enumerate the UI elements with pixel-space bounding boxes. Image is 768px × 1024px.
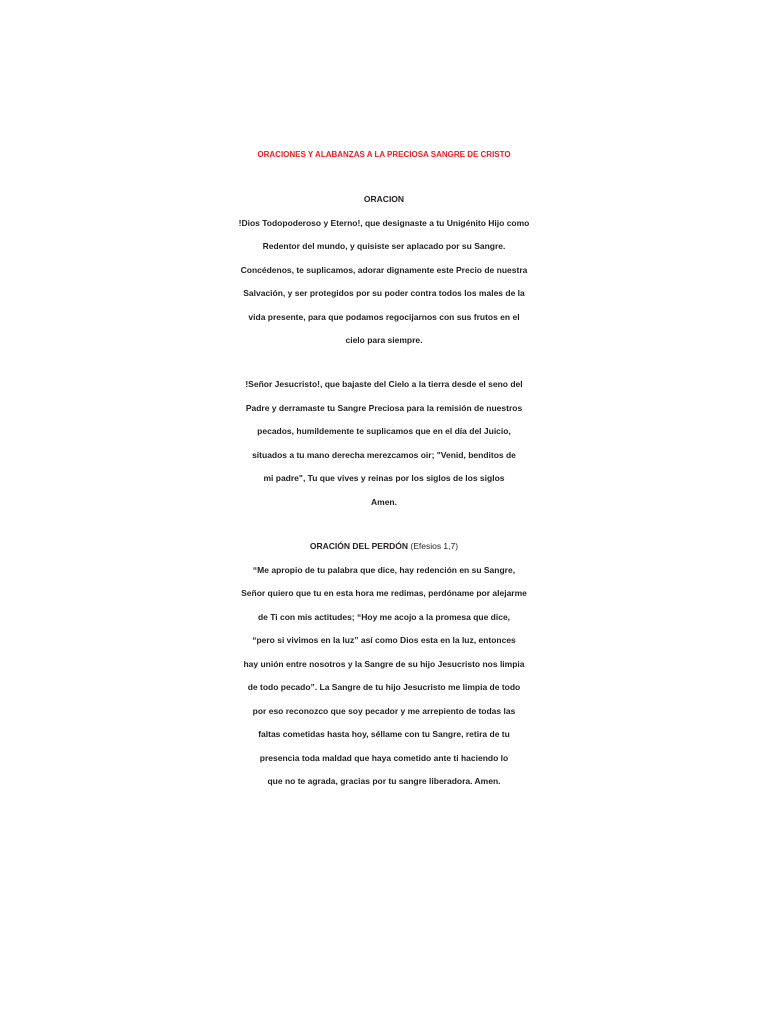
senor-line: !Señor Jesucristo!, que bajaste del Cielo a la tierra desde el seno del [245, 379, 523, 389]
perdon-line: de Ti con mis actitudes; “Hoy me acojo a la promesa que dice, [257, 611, 511, 622]
oracion-line: Concédenos, te suplicamos, adorar dignamente este Precio de nuestra [240, 264, 528, 275]
senor-line: mi padre", Tu que vives y reinas por los siglos de los siglos [263, 473, 505, 483]
perdon-line: “pero si vivimos en la luz” así como Dios esta en la luz, entonces [252, 635, 516, 645]
senor-line: situados a tu mano derecha merezcamos oir; "Venid, benditos de [252, 449, 516, 460]
document-title: ORACIONES Y ALABANZAS A LA PRECIOSA SANGRE DE CRISTO [257, 150, 511, 159]
oracion-line: Salvación, y ser protegidos por su poder contra todos los males de la [243, 288, 525, 298]
perdon-line: Señor quiero que tu en esta hora me redimas, perdóname por alejarme [241, 588, 527, 598]
perdon-heading [0, 535, 768, 559]
oracion-perdon-section [0, 535, 768, 794]
oracion-heading: ORACION [363, 194, 405, 204]
oracion-line: !Dios Todopoderoso y Eterno!, que designaste a tu Unigénito Hijo como [238, 217, 530, 228]
perdon-line: que no te agrada, gracias por tu sangre liberadora. Amen. [267, 776, 501, 786]
perdon-line: por eso reconozco que soy pecador y me arrepiento de todas las [252, 705, 516, 716]
perdon-heading-reference: (Efesios 1,7) [410, 541, 459, 551]
perdon-line: “Me apropio de tu palabra que dice, hay redención en su Sangre, [252, 564, 516, 575]
senor-jesucristo-section [0, 373, 768, 514]
perdon-line: faltas cometidas hasta hoy, séllame con tu Sangre, retira de tu [258, 729, 510, 739]
oracion-line: Redentor del mundo, y quisiste ser aplacado por su Sangre. [262, 241, 506, 251]
perdon-line: hay unión entre nosotros y la Sangre de su hijo Jesucristo nos limpia [243, 658, 525, 669]
senor-line: Amen. [371, 496, 397, 507]
oracion-section [0, 188, 768, 353]
perdon-heading-text: ORACIÓN DEL PERDÓN [309, 541, 408, 551]
senor-line: pecados, humildemente te suplicamos que en el día del Juicio, [257, 426, 511, 436]
oracion-line: cielo para siempre. [345, 335, 423, 345]
perdon-line: de todo pecado”. La Sangre de tu hijo Jesucristo me limpia de todo [247, 682, 521, 692]
perdon-line: presencia toda maldad que haya cometido ante ti haciendo lo [259, 752, 509, 763]
oracion-line: vida presente, para que podamos regocijarnos con sus frutos en el [248, 311, 520, 322]
senor-line: Padre y derramaste tu Sangre Preciosa para la remisión de nuestros [245, 402, 523, 413]
